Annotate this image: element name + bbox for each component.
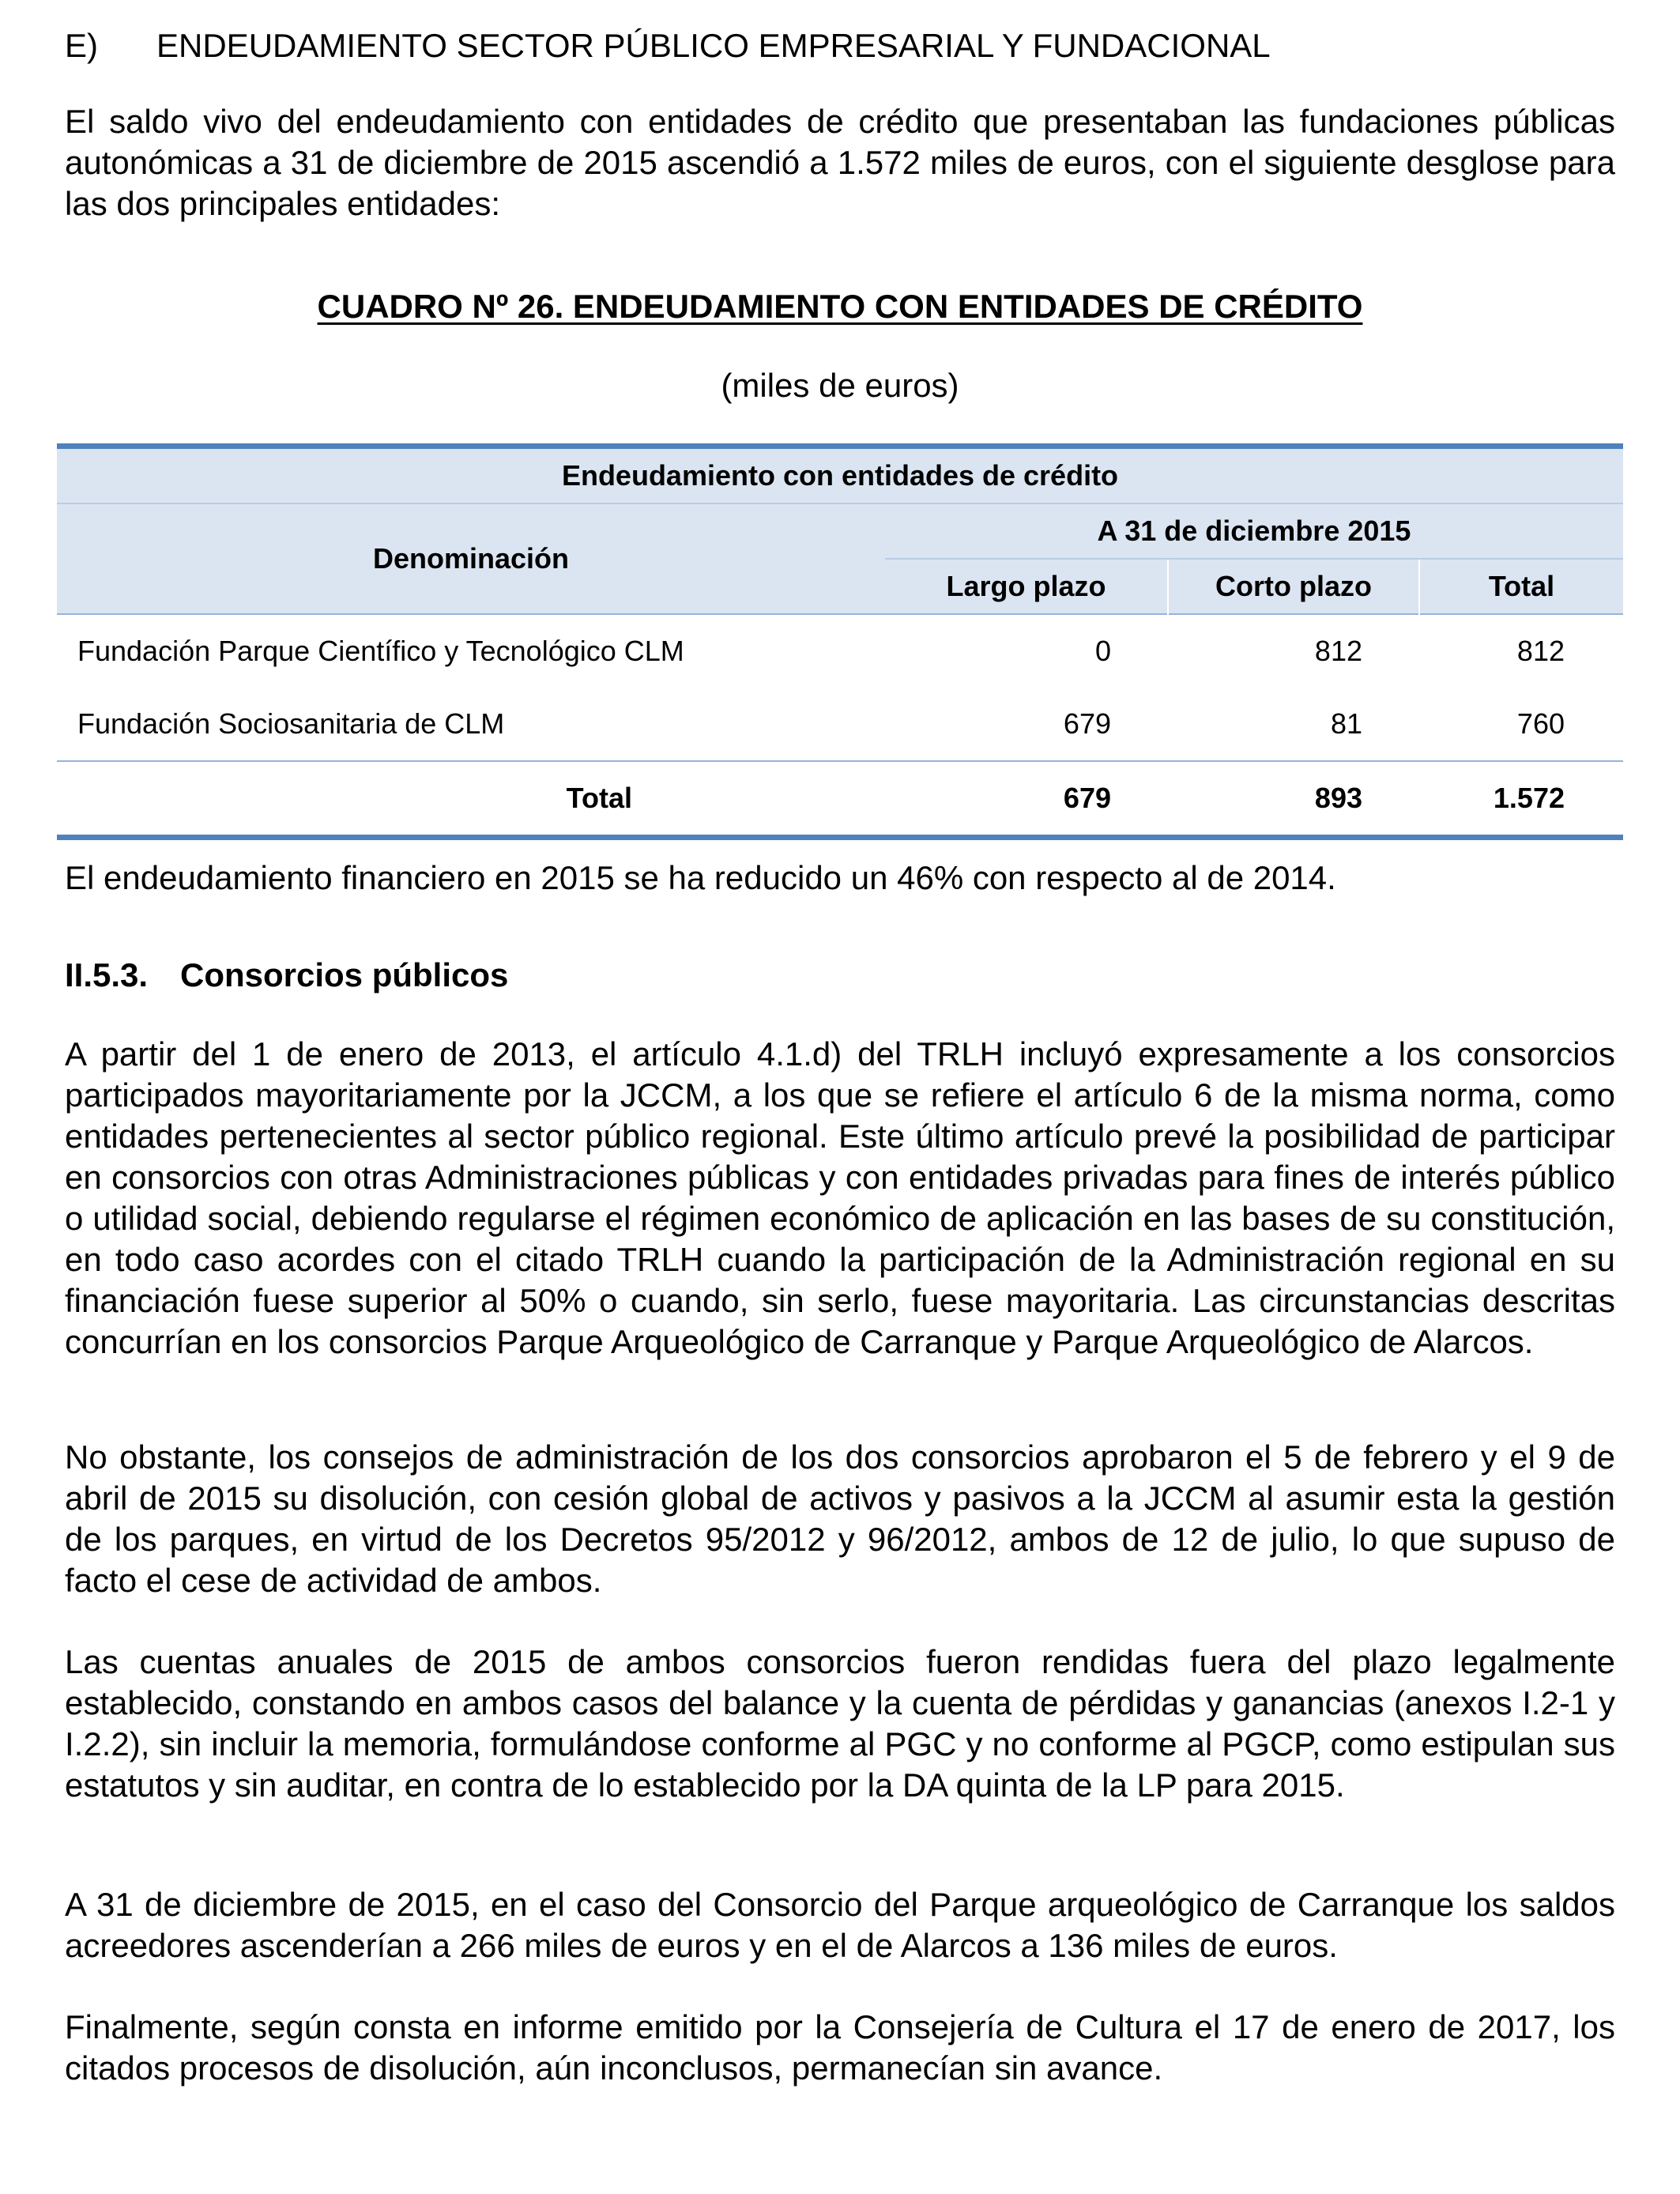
total-largo: 679 [885, 761, 1168, 838]
table-title-text: CUADRO Nº 26. ENDEUDAMIENTO CON ENTIDADES DE CRÉDITO [317, 288, 1363, 325]
table-group-header: Endeudamiento con entidades de crédito [57, 447, 1623, 504]
section-e-letter: E) [65, 27, 98, 64]
table-row [57, 688, 1623, 761]
after-table-paragraph: El endeudamiento financiero en 2015 se ha reducido un 46% con respecto al de 2014. [65, 859, 1336, 896]
section-title: Consorcios públicos [180, 956, 509, 993]
debt-table [57, 443, 1623, 840]
paragraph-disolucion: No obstante, los consejos de administración de los dos consorcios aprobaron el 5 de febrero y el 9 de abril de 2015 su disolución, con cesión global de activos y pasivos a la JCCM al asumir esta la gestión de los parques, en virtud de los Decretos 95/2012 y 96/2012, ambos de 12 de julio, lo que supuso de facto el cese de actividad de ambos. [65, 1438, 1615, 1599]
total-label: Total [57, 761, 885, 838]
section-consorcios-heading [65, 952, 508, 999]
paragraph-saldos: A 31 de diciembre de 2015, en el caso del Consorcio del Parque arqueológico de Carranque los saldos acreedores ascenderían a 266 miles de euros y en el de Alarcos a 136 miles de euros. [65, 1886, 1615, 1964]
total-corto: 893 [1168, 761, 1419, 838]
table-total-row [57, 761, 1623, 838]
column-header-total: Total [1419, 559, 1623, 614]
paragraph-finalmente: Finalmente, según consta en informe emitido por la Consejería de Cultura el 17 de enero de 2017, los citados procesos de disolución, aún inconclusos, permanecían sin avance. [65, 2008, 1615, 2087]
column-header-date: A 31 de diciembre 2015 [885, 503, 1623, 559]
row-total: 812 [1419, 614, 1623, 688]
row-corto: 812 [1168, 614, 1419, 688]
table-units: (miles de euros) [721, 367, 959, 404]
row-total: 760 [1419, 688, 1623, 761]
column-header-largo: Largo plazo [885, 559, 1168, 614]
column-header-denominacion: Denominación [57, 503, 885, 614]
column-header-corto: Corto plazo [1168, 559, 1419, 614]
paragraph-consorcios-intro: A partir del 1 de enero de 2013, el artículo 4.1.d) del TRLH incluyó expresamente a los consorcios participados mayoritariamente por la JCCM, a los que se refiere el artículo 6 de la misma norma, como entidades pertenecientes al sector público regional. Este último artículo prevé la posibilidad de participar en consorcios con otras Administraciones públicas y con entidades privadas para fines de interés público o utilidad social, debiendo regularse el régimen económico de aplicación en las bases de su constitución, en todo caso acordes con el citado TRLH cuando la participación de la Administración regional en su financiación fuese superior al 50% o cuando, sin serlo, fuese mayoritaria. Las circunstancias descritas concurrían en los consorcios Parque Arqueológico de Carranque y Parque Arqueológico de Alarcos. [65, 1035, 1615, 1360]
section-number: II.5.3. [65, 956, 149, 993]
intro-paragraph: El saldo vivo del endeudamiento con entidades de crédito que presentaban las fundaciones públicas autonómicas a 31 de diciembre de 2015 ascendió a 1.572 miles de euros, con el siguiente desglose para las dos principales entidades: [65, 103, 1615, 222]
section-e-heading [65, 22, 1271, 70]
row-largo: 679 [885, 688, 1168, 761]
total-total: 1.572 [1419, 761, 1623, 838]
row-name: Fundación Sociosanitaria de CLM [57, 688, 885, 761]
row-name: Fundación Parque Científico y Tecnológico CLM [57, 614, 885, 688]
table-title [0, 283, 1680, 330]
section-e-title: ENDEUDAMIENTO SECTOR PÚBLICO EMPRESARIAL Y FUNDACIONAL [156, 27, 1271, 64]
row-largo: 0 [885, 614, 1168, 688]
paragraph-cuentas: Las cuentas anuales de 2015 de ambos consorcios fueron rendidas fuera del plazo legalmente establecido, constando en ambos casos del balance y la cuenta de pérdidas y ganancias (anexos I.2-1 y I.2.2), sin incluir la memoria, formulándose conforme al PGC y no conforme al PGCP, como estipulan sus estatutos y sin auditar, en contra de lo establecido por la DA quinta de la LP para 2015. [65, 1643, 1615, 1804]
table-row [57, 614, 1623, 688]
row-corto: 81 [1168, 688, 1419, 761]
